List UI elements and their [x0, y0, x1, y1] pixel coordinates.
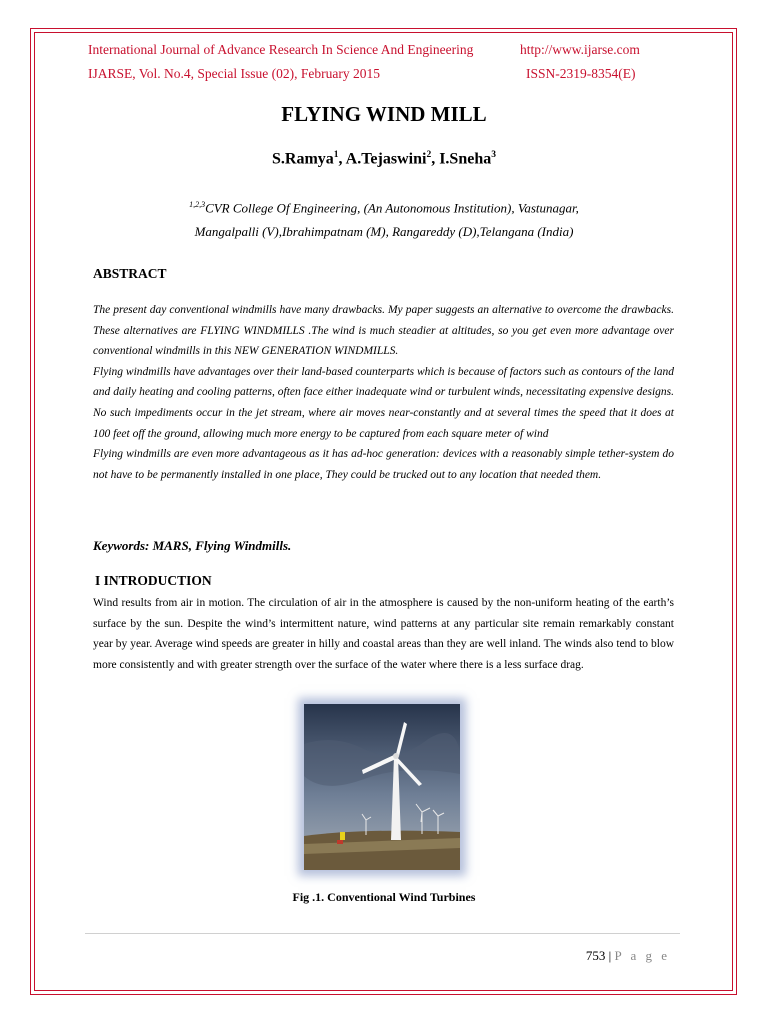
journal-url[interactable]: http://www.ijarse.com [520, 42, 640, 57]
journal-volume: IJARSE, Vol. No.4, Special Issue (02), February 2015 [88, 66, 380, 81]
affiliation-line-2: Mangalpalli (V),Ibrahimpatnam (M), Rangareddy (D),Telangana (India) [194, 224, 574, 240]
affiliation-sup: 1,2,3 [189, 200, 206, 209]
page-separator: | [608, 948, 612, 963]
author-list: S.Ramya$^1$, A.Tejaswini$^2$, I.Sneha$^3$ [272, 150, 496, 168]
journal-issn: ISSN-2319-8354(E) [526, 66, 636, 81]
keywords: Keywords: MARS, Flying Windmills. [93, 538, 292, 553]
paper-title: FLYING WIND MILL [281, 102, 487, 126]
author-name: A.Tejaswini [345, 150, 427, 168]
author-name: S.Ramya [272, 150, 334, 168]
author-sup: 1 [333, 150, 339, 160]
introduction-heading: I INTRODUCTION [95, 573, 212, 588]
author-sup: 3 [491, 150, 496, 160]
introduction-paragraph: Wind results from air in motion. The circulation of air in the atmosphere is caused by the non-uniform heating of the earth’s surface by the sun. Despite the wind’s intermittent nature, wind patterns at any particular site remain remarkably constant year by year. Average wind speeds are greater in hilly and coastal areas than they are well inland. The winds also tend to blow more consistently and with greater strength over the surface of the water where there is a less surface drag. [93, 597, 674, 671]
page-label: P a g e [614, 948, 670, 963]
footer-divider [85, 933, 680, 934]
abstract-paragraph: The present day conventional windmills have many drawbacks. My paper suggests an alternative to overcome the drawbacks. These alternatives are FLYING WINDMILLS .The wind is much steadier at altitudes, so you get even more advantage over conventional windmills in this NEW GENERATION WINDMILLS. [93, 304, 674, 358]
figure-caption: Fig .1. Conventional Wind Turbines [292, 890, 476, 904]
abstract-paragraph: Flying windmills have advantages over their land-based counterparts which is because of factors such as contours of the land and daily heating and cooling patterns, often face either inadequate wind or turbulent winds, necessitating expensive designs. No such impediments occur in the jet stream, where air moves near-constantly and at several times the speed that it does at 100 feet off the ground, allowing much more energy to be captured from each square meter of wind [93, 365, 674, 440]
wind-turbine-photo [304, 704, 460, 870]
author-name: I.Sneha [439, 150, 492, 168]
abstract-paragraph: Flying windmills are even more advantageous as it has ad-hoc generation: devices with a reasonably simple tether-system do not have to be permanently installed in one place, They could be trucked out to any location that needed them. [93, 448, 674, 481]
abstract-heading: ABSTRACT [93, 266, 167, 281]
affiliation [90, 193, 678, 244]
author-sup: 2 [426, 150, 432, 160]
wind-turbine-figure [304, 704, 460, 870]
page-footer [586, 948, 670, 964]
equipment [337, 840, 343, 844]
person [340, 832, 345, 840]
abstract-body [93, 300, 674, 485]
affiliation-line-1: CVR College Of Engineering, (An Autonomous Institution), Vastunagar, [205, 200, 579, 216]
introduction-body [93, 593, 674, 675]
turbine-hub [393, 753, 399, 759]
page-number: 753 [585, 948, 606, 963]
journal-name: International Journal of Advance Research In Science And Engineering [88, 42, 474, 57]
